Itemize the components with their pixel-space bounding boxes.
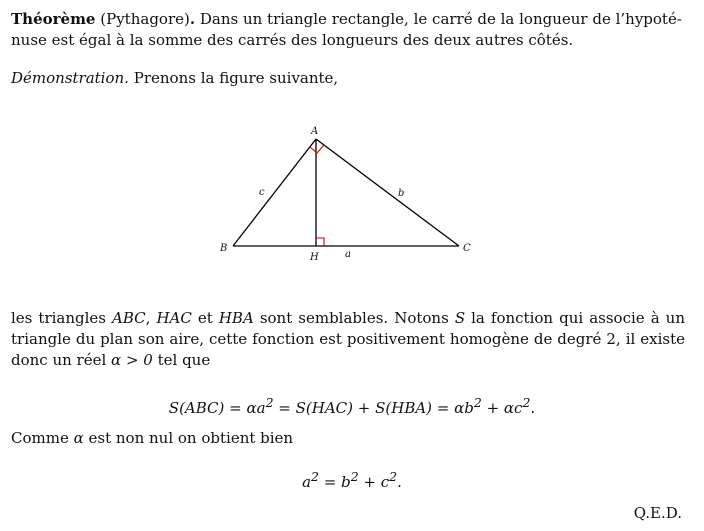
para-et: et — [191, 309, 219, 327]
eq1-sup-3: 2 — [522, 395, 531, 410]
side-c-line — [233, 139, 316, 246]
conclusion-text-2: est non nul on obtient bien — [83, 429, 294, 447]
label-c-point: C — [463, 243, 471, 254]
label-side-b: b — [398, 188, 405, 199]
conclusion-text-1: Comme — [11, 429, 74, 447]
eq2-a: a — [302, 473, 312, 491]
math-hba: HBA — [218, 309, 254, 327]
label-side-c: c — [259, 187, 265, 198]
equation-1 — [0, 392, 704, 419]
label-h-point: H — [310, 252, 319, 263]
label-a-point: A — [311, 126, 319, 137]
similarity-paragraph — [11, 308, 685, 371]
math-s: S — [454, 309, 466, 327]
proof-label: Démonstration. — [11, 69, 129, 87]
eq1-mid: = S(HAC) + S(HBA) = αb — [273, 399, 474, 417]
theorem-name: (Pythagore) — [100, 10, 190, 28]
right-angle-mark-a — [310, 145, 324, 153]
eq1-sup-2: 2 — [473, 395, 482, 410]
math-hac: HAC — [156, 309, 192, 327]
theorem-text-line2: nuse est égal à la somme des carrés des longueurs des deux autres côtés. — [11, 31, 574, 49]
eq2-sup-1: 2 — [311, 469, 319, 484]
qed-mark: Q.E.D. — [633, 504, 682, 522]
label-b-point: B — [220, 243, 228, 254]
theorem-label: Théorème — [11, 10, 96, 28]
math-alpha: α — [73, 429, 84, 447]
para-text-1: les triangles — [11, 309, 113, 327]
side-b-line — [316, 139, 459, 246]
eq2-plus: + c — [358, 473, 390, 491]
math-abc: ABC — [112, 309, 146, 327]
para-text-3: la fonction qui associe à un triangle du plan son aire, cette fonction est positivement homogène de degré 2, il existe donc un réel — [11, 309, 685, 369]
eq1-lhs: S(ABC) = αa — [168, 399, 266, 417]
eq2-sup-2: 2 — [350, 469, 359, 484]
eq1-plus: + αc — [481, 399, 523, 417]
label-side-a: a — [345, 249, 351, 260]
proof-intro-text: Prenons la figure suivante, — [133, 69, 339, 87]
para-comma: , — [145, 309, 157, 327]
eq2-eq: = b — [318, 473, 351, 491]
para-text-2: sont semblables. Notons — [253, 309, 455, 327]
theorem-dot: . — [189, 10, 196, 28]
conclusion-line — [11, 428, 685, 449]
eq2-end: . — [397, 473, 402, 491]
equation-2 — [0, 466, 704, 493]
math-alpha-cond: α > 0 — [111, 351, 153, 369]
para-text-4: tel que — [152, 351, 211, 369]
eq1-end: . — [530, 399, 536, 417]
theorem-text-line1: Dans un triangle rectangle, le carré de la longueur de l’hypoté- — [199, 10, 682, 28]
eq1-sup-1: 2 — [265, 395, 274, 410]
right-angle-mark-h — [316, 238, 324, 246]
eq2-sup-3: 2 — [389, 469, 398, 484]
